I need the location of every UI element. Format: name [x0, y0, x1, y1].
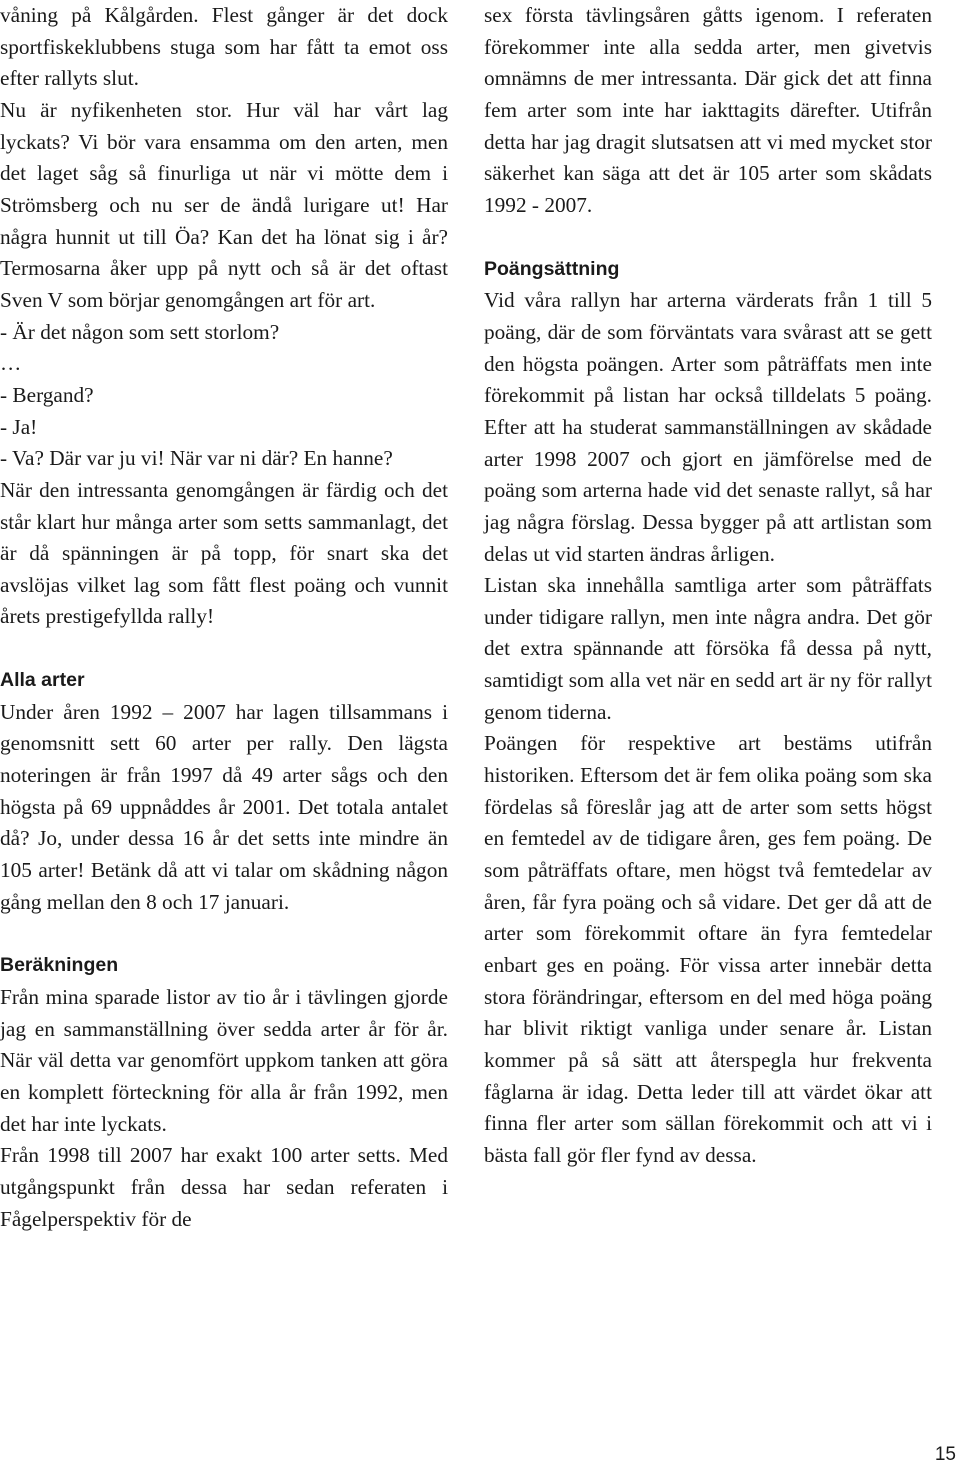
paragraph-referat: sex första tävlingsåren gåtts igenom. I referaten förekommer inte alla sedda arter, men givetvis omnämns de mer intressanta. Där gick det att finna fem arter som inte har iakttagits därefter. Utifrån detta har jag dragit slutsatsen att vi med mycket stor säkerhet kan säga att det är 105 arter som skådats 1992 - 2007. — [484, 3, 932, 217]
dialog-line: … — [0, 351, 22, 376]
paragraph-berakningen: Från mina sparade listor av tio år i tävlingen gjorde jag en sammanställning över sedda arter år för år. När väl detta var genomfört uppkom tanken att göra en komplett förteckning för alla år från 1992, men det har inte lyckats. — [0, 985, 448, 1136]
dialog-line: - Är det någon som sett storlom? — [0, 319, 280, 344]
dialog-line: - Va? Där var ju vi! När var ni där? En hanne? — [0, 446, 393, 471]
dialog-line: - Ja! — [0, 414, 38, 439]
spacer — [484, 222, 932, 254]
page-number: 15 — [934, 1444, 956, 1465]
paragraph-poangen-bestams: Poängen för respektive art bestäms utifrån historiken. Eftersom det är fem olika poäng som ska fördelas så föreslår jag att de arter som setts högst en femtedel av de tidigare åren, ges fem poäng. De som påträffats oftare, men högst två femtedelar av åren, får fyra poäng och så vidare. Det ger då att de arter som förekommit oftare än fyra femtedelar enbart ges en poäng. För vissa arter innebär detta stora förändringar, eftersom en del med höga poäng har blivit riktigt vanliga under senare år. Listan kommer på så sätt att återspegla hur frekventa fåglarna är idag. Detta leder till att värdet ökar att finna fler arter som sällan förekommit och att vi i bästa fall gör fler fynd av dessa. — [484, 731, 932, 1167]
paragraph-1998-2007: Från 1998 till 2007 har exakt 100 arter setts. Med utgångspunkt från dessa har sedan referaten i Fågelperspektiv för de — [0, 1143, 448, 1231]
dialog-line: - Bergand? — [0, 382, 94, 407]
spacer — [0, 633, 448, 665]
spacer — [0, 918, 448, 950]
paragraph-result: När den intressanta genomgången är färdig och det står klart hur många arter som setts sammanlagt, det är då spänningen är på topp, för snart ska det avslöjas vilket lag som fått flest poäng och vunnit årets prestigefyllda rally! — [0, 477, 448, 629]
paragraph-poang-varderas: Vid våra rallyn har arterna värderats från 1 till 5 poäng, där de som förväntats vara svårast att se gett den högsta poängen. Arter som påträffats men inte förekommit på listan har också tilldelats 5 poäng. Efter att ha studerat sammanställningen av skådade arter 1998 2007 och gjort en jämförelse med de poäng som arterna hade vid det senaste rallyt, så har jag några förslag. Dessa bygger på att artlistan som delas ut vid starten ändras årligen. — [484, 288, 932, 566]
paragraph-curiosity: Nu är nyfikenheten stor. Hur väl har vårt lag lyckats? Vi bör vara ensamma om den arten, men det laget såg så finurliga ut när vi mötte dem i Strömsberg och nu ser de ändå lurigare ut! Har några hunnit ut till Öa? Kan det ha lönat sig i år? Termosarna åker upp på nytt och så är det oftast Sven V som börjar genomgången art för art. — [0, 97, 448, 312]
paragraph-intro-end: våning på Kålgården. Flest gånger är det dock sportfiskeklubbens stuga som har fått ta emot oss efter rallyts slut. — [0, 3, 448, 91]
heading-alla-arter: Alla arter — [0, 669, 85, 692]
paragraph-listan: Listan ska innehålla samtliga arter som påträffats under tidigare rallyn, men inte några andra. Det gör det extra spännande att försöka få dessa på nytt, samtidigt som alla vet när en sedd art är ny för rallyt genom tiderna. — [484, 573, 932, 724]
right-column — [484, 0, 932, 1172]
left-column — [0, 0, 448, 1235]
heading-poangsattning: Poängsättning — [484, 257, 620, 280]
paragraph-alla-arter: Under åren 1992 – 2007 har lagen tillsammans i genomsnitt sett 60 arter per rally. Den lägsta noteringen är från 1997 då 49 arter sågs och den högsta på 69 uppnåddes år 2001. Det totala antalet då? Jo, under dessa 16 år det setts inte mindre än 105 arter! Betänk då att vi talar om skådning någon gång mellan den 8 och 17 januari. — [0, 699, 448, 914]
heading-berakningen: Beräkningen — [0, 954, 119, 977]
